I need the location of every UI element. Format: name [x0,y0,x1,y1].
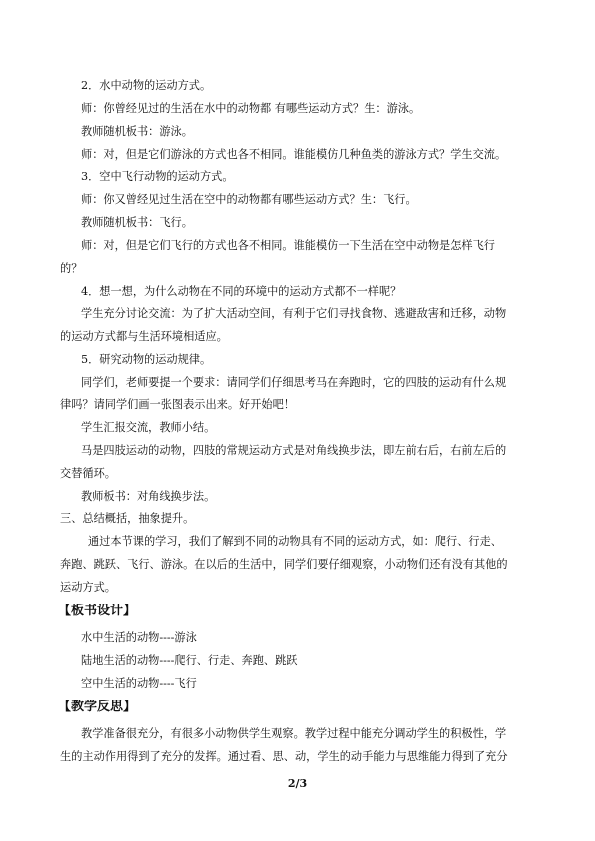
text-line: 教师随机板书：飞行。 [81,216,193,229]
text-line: 师：你又曾经见过生活在空中的动物都有哪些运动方式？生：飞行。 [81,193,417,206]
text-line: 的运动方式都与生活环境相适应。 [60,330,228,343]
text-line: 学生充分讨论交流：为了扩大活动空间，有利于它们寻找食物、逃避敌害和迁移，动物 [81,307,507,320]
text-line: 陆地生活的动物----爬行、行走、奔跑、跳跃 [81,654,298,667]
heading-board-design: 【板书设计】 [58,604,137,618]
text-line: 师：对，但是它们飞行的方式也各不相同。谁能模仿一下生活在空中动物是怎样飞行 [81,239,495,252]
text-line: 4．想一想，为什么动物在不同的环境中的运动方式都不一样呢？ [81,285,402,298]
text-line: 律吗？请同学们画一张图表示出来。好开始吧！ [60,398,295,411]
text-line: 5．研究动物的运动规律。 [81,353,212,366]
text-line: 生的主动作用得到了充分的发挥。通过看、思、动，学生的动手能力与思维能力得到了充分 [60,750,508,763]
text-line: 水中生活的动物----游泳 [81,631,197,644]
text-line: 运动方式。 [60,581,116,594]
text-line: 空中生活的动物----飞行 [81,677,197,690]
text-line: 马是四肢运动的动物，四肢的常规运动方式是对角线换步法，即左前右后，右前左后的 [81,444,507,457]
text-line: 3．空中飞行动物的运动方式。 [81,170,234,183]
heading-teaching-reflection: 【教学反思】 [58,700,137,714]
section-heading: 三、总结概括，抽象提升。 [60,512,195,525]
text-line: 交替循环。 [60,467,116,480]
text-line: 同学们，老师要提一个要求：请同学们仔细思考马在奔跑时，它的四肢的运动有什么规 [81,376,507,389]
text-line: 学生汇报交流，教师小结。 [81,421,216,434]
page-number: 2/3 [287,777,308,790]
text-line: 师：对，但是它们游泳的方式也各不相同。谁能模仿几种鱼类的游泳方式？学生交流。 [81,148,507,161]
text-line: 教师板书：对角线换步法。 [81,490,216,503]
text-line: 教师随机板书：游泳。 [81,125,193,138]
text-line: 奔跑、跳跃、飞行、游泳。在以后的生活中，同学们要仔细观察，小动物们还有没有其他的 [60,558,508,571]
text-line: 通过本节课的学习，我们了解到不同的动物具有不同的运动方式，如：爬行、行走、 [88,535,502,548]
text-line: 教学准备很充分，有很多小动物供学生观察。教学过程中能充分调动学生的积极性，学 [81,727,507,740]
text-line: 的？ [60,262,83,275]
text-line: 师：你曾经见过的生活在水中的动物都 有哪些运动方式？生：游泳。 [81,102,421,115]
text-line: 2．水中动物的运动方式。 [81,79,212,92]
